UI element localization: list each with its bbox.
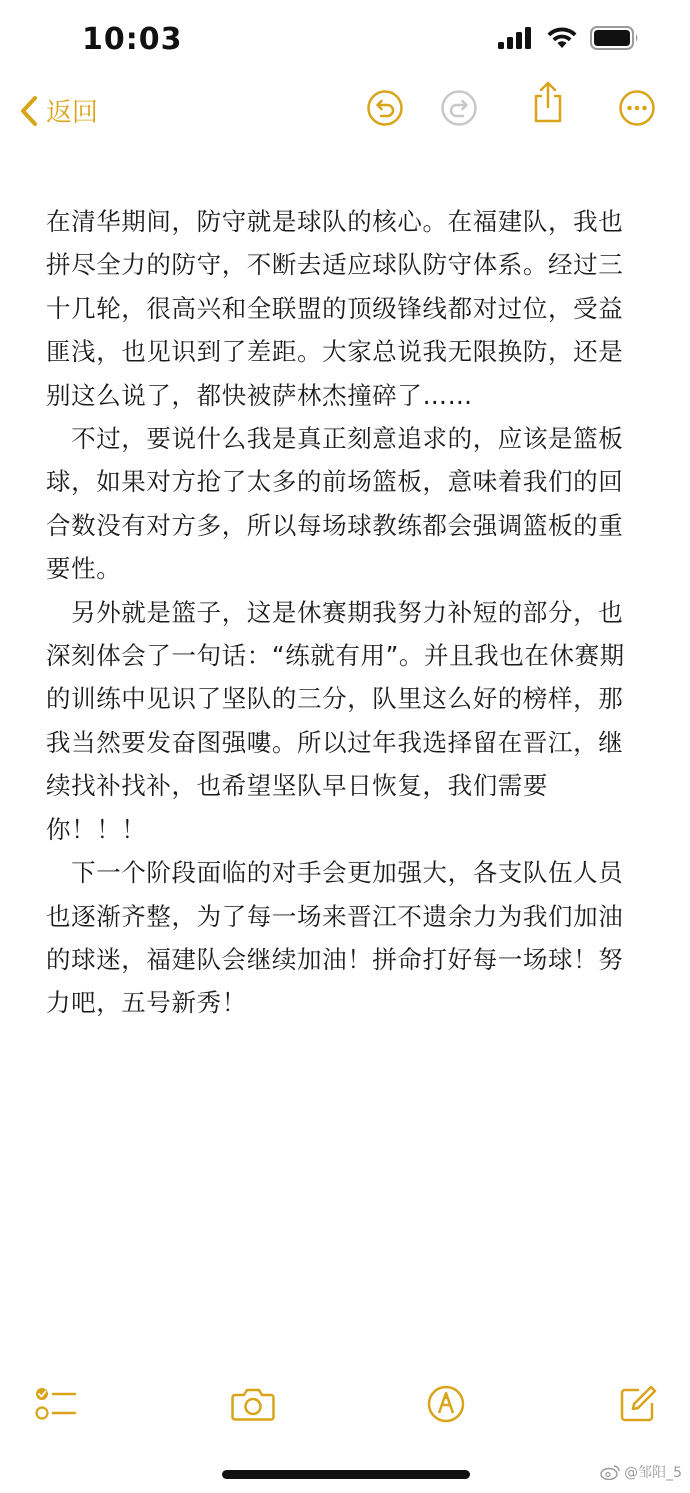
status-icons bbox=[498, 26, 640, 50]
checklist-button[interactable] bbox=[34, 1384, 78, 1424]
undo-button[interactable] bbox=[365, 88, 405, 128]
redo-icon bbox=[440, 89, 478, 127]
note-paragraph: 不过，要说什么我是真正刻意追求的，应该是篮板球，如果对方抢了太多的前场篮板，意味着我们的回合数没有对方多，所以每场球教练都会强调篮板的重要性。 bbox=[46, 424, 624, 584]
camera-icon bbox=[230, 1385, 276, 1423]
compose-icon bbox=[618, 1384, 658, 1424]
more-button[interactable] bbox=[617, 88, 657, 128]
back-label: 返回 bbox=[46, 98, 99, 128]
undo-icon bbox=[366, 89, 404, 127]
signal-icon bbox=[498, 27, 534, 49]
note-body[interactable] bbox=[46, 200, 646, 1025]
more-icon bbox=[618, 89, 656, 127]
bottom-toolbar bbox=[0, 1384, 690, 1428]
share-icon bbox=[530, 80, 566, 124]
nav-bar bbox=[0, 88, 690, 136]
watermark-text: @邹阳_5 bbox=[624, 1465, 682, 1481]
home-indicator[interactable] bbox=[222, 1470, 470, 1479]
compose-button[interactable] bbox=[618, 1384, 658, 1424]
markup-button[interactable] bbox=[426, 1384, 466, 1424]
note-paragraph: 另外就是篮子，这是休赛期我努力补短的部分，也深刻体会了一句话：“练就有用”。并且我也在休赛期的训练中见识了坚队的三分，队里这么好的榜样，那我当然要发奋图强嘍。所以过年我选择留在晋江，继续找补找补，也希望坚队早日恢复，我们需要你！！！ bbox=[46, 597, 625, 844]
wifi-icon bbox=[546, 26, 578, 50]
watermark bbox=[600, 1462, 682, 1482]
camera-button[interactable] bbox=[230, 1384, 276, 1424]
note-paragraph: 下一个阶段面临的对手会更加强大，各支队伍人员也逐渐齐整，为了每一场来晋江不遗余力为我们加油的球迷，福建队会继续加油！拼命打好每一场球！努力吧，五号新秀！ bbox=[46, 858, 624, 1018]
markup-icon bbox=[426, 1384, 466, 1424]
weibo-icon bbox=[600, 1464, 620, 1480]
chevron-left-icon bbox=[20, 95, 38, 127]
back-button[interactable] bbox=[20, 92, 98, 129]
checklist-icon bbox=[34, 1384, 78, 1424]
redo-button[interactable] bbox=[439, 88, 479, 128]
status-time: 10:03 bbox=[82, 22, 183, 57]
share-button[interactable] bbox=[528, 82, 568, 122]
note-paragraph: 在清华期间，防守就是球队的核心。在福建队，我也拼尽全力的防守，不断去适应球队防守体系。经过三十几轮，很高兴和全联盟的顶级锋线都对过位，受益匪浅，也见识到了差距。大家总说我无限换防，还是别这么说了，都快被萨林杰撞碎了…… bbox=[46, 207, 624, 410]
battery-icon bbox=[590, 26, 640, 50]
